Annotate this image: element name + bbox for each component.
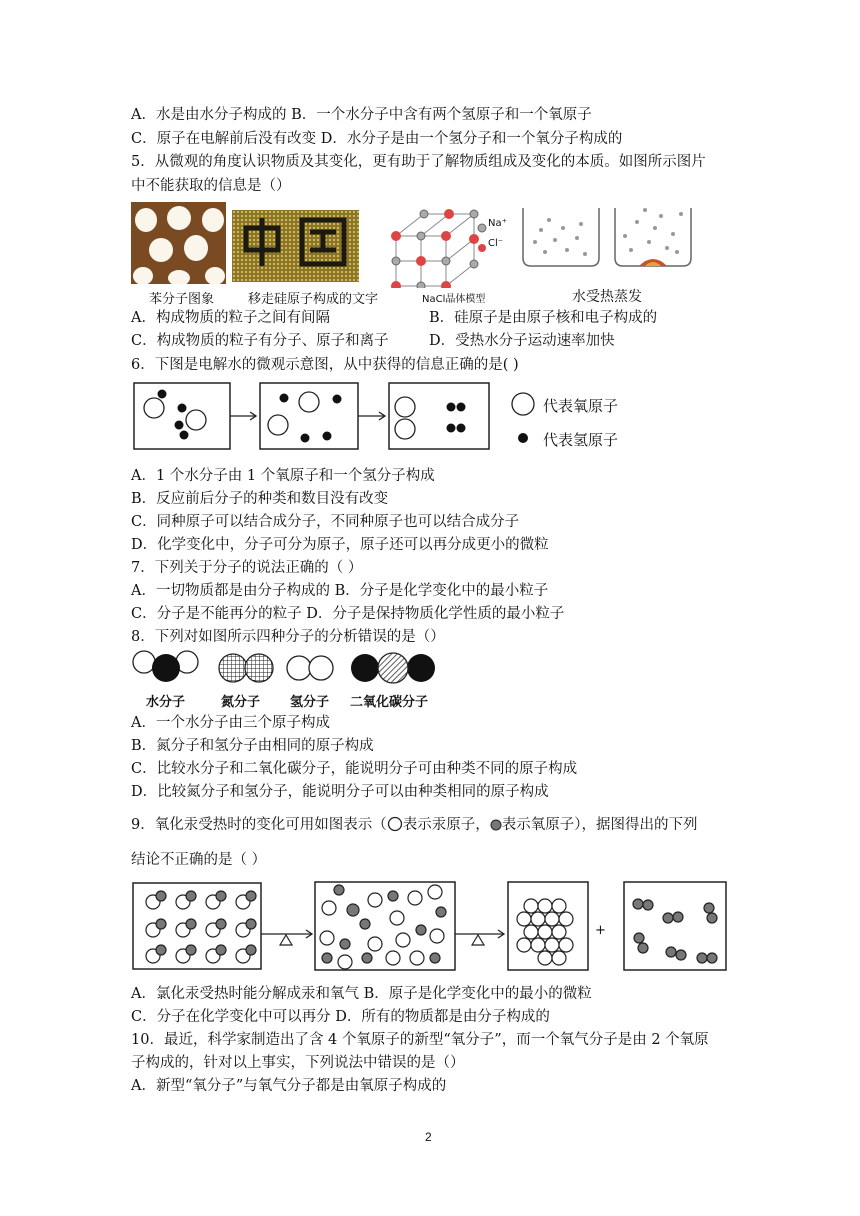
silicon-atoms-text-image [232,210,359,282]
q5-option-d: D．受热水分子运动速率加快 [429,333,615,349]
mercury-oxide-decomposition-diagram [131,878,731,974]
caption-water-molecule: 水分子 [146,695,186,710]
mercury-atom-icon [387,816,403,832]
q6-stem: 6．下图是电解水的微观示意图，从中获得的信息正确的是( ) [131,357,519,373]
fig5-caption-evaporation: 水受热蒸发 [572,289,642,305]
legend-oxygen-label: 代表氧原子 [543,397,619,415]
q8-stem: 8．下列对如图所示四种分子的分析错误的是（） [131,629,445,645]
q10-stem-cont: 子构成的，针对以上事实，下列说法中错误的是（） [131,1055,465,1071]
q4-option-ab: A．水是由水分子构成的 B．一个水分子中含有两个氢原子和一个氧原子 [131,107,592,123]
q9-stem-cont: 结论不正确的是（ ） [131,852,267,868]
q5-stem: 5．从微观的角度认识物质及其变化，更有助于了解物质组成及变化的本质。如图所示图片 [131,154,706,170]
legend-hydrogen-label: 代表氢原子 [543,431,619,449]
nacl-crystal-model [386,206,496,288]
q6-option-b: B．反应前后分子的种类和数目没有改变 [131,491,389,507]
q9-stem-part1: 9．氧化汞受热时的变化可用如图表示（ [131,817,387,833]
page-number: 2 [425,1130,432,1144]
caption-nitrogen-molecule: 氮分子 [221,695,261,710]
q10-stem: 10．最近，科学家制造出了含 4 个氧原子的新型“氧分子”，而一个氧气分子是由 2 个氧原 [131,1032,709,1048]
q10-option-a: A．新型“氧分子”与氧气分子都是由氧原子构成的 [131,1078,447,1094]
oxygen-atom-icon [490,819,502,831]
q7-option-cd: C．分子是不能再分的粒子 D．分子是保持物质化学性质的最小粒子 [131,606,565,622]
caption-co2-molecule: 二氧化碳分子 [350,695,429,710]
q9-stem-part2: 表示汞原子， [402,817,490,833]
q6-option-c: C．同种原子可以结合成分子，不同种原子也可以结合成分子 [131,514,520,530]
q6-option-a: A．1 个水分子由 1 个氧原子和一个氢分子构成 [131,468,435,484]
q9-option-ab: A．氯化汞受热时能分解成汞和氧气 B．原子是化学变化中的最小的微粒 [131,986,592,1002]
cl-label: Cl⁻ [488,238,504,249]
fig5-caption-silicon: 移走硅原子构成的文字 [248,292,379,307]
q5-option-c: C．构成物质的粒子有分子、原子和离子 [131,333,389,349]
q6-option-d: D．化学变化中，分子可分为原子，原子还可以再分成更小的微粒 [131,537,549,553]
q9-stem [131,815,697,835]
q5-option-a: A．构成物质的粒子之间有间隔 [131,310,330,326]
q9-stem-part3: 表示氧原子），据图得出的下列 [501,817,698,833]
fig5-caption-benzene: 苯分子图象 [149,292,215,307]
q8-option-c: C．比较水分子和二氧化碳分子，能说明分子可由种类不同的原子构成 [131,761,578,777]
q7-stem: 7．下列关于分子的说法正确的（ ） [131,560,363,576]
q8-option-b: B．氮分子和氢分子由相同的原子构成 [131,738,374,754]
q5-figure [131,202,671,307]
water-evaporation-image [519,202,719,280]
benzene-molecule-image [131,202,226,284]
q8-option-d: D．比较氮分子和氢分子，能说明分子可以由种类相同的原子构成 [131,784,549,800]
q5-option-b: B．硅原子是由原子核和电子构成的 [429,310,658,326]
q8-option-a: A．一个水分子由三个原子构成 [131,715,330,731]
caption-hydrogen-molecule: 氢分子 [290,695,330,710]
q9-option-cd: C．分子在化学变化中可以再分 D．所有的物质都是由分子构成的 [131,1009,550,1025]
na-label: Na⁺ [488,218,507,229]
q7-option-ab: A．一切物质都是由分子构成的 B．分子是化学变化中的最小粒子 [131,583,549,599]
q5-stem-cont: 中不能获取的信息是（） [131,178,291,194]
four-molecules-figure [131,648,451,690]
fig5-caption-nacl: NaCl晶体模型 [422,294,486,305]
plus-sign: + [595,923,606,938]
q4-option-cd: C．原子在电解前后没有改变 D．水分子是由一个氢分子和一个氧分子构成的 [131,131,623,147]
